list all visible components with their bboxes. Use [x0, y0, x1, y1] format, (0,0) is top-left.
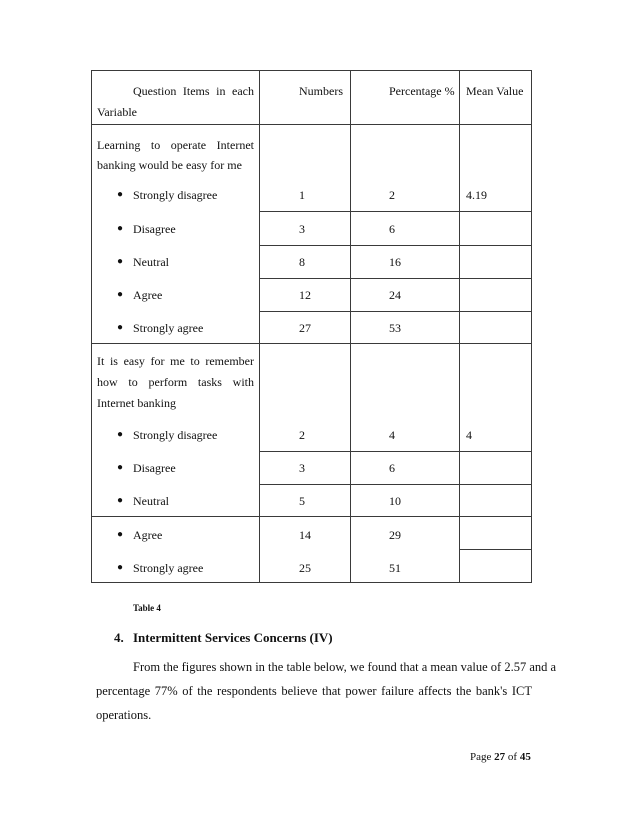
bullet-icon: ● [117, 223, 124, 234]
response-percentage: 53 [389, 321, 401, 335]
table-row-divider [91, 516, 532, 517]
response-number: 2 [299, 428, 305, 442]
question-text: It is easy for me to remember [97, 354, 254, 368]
bullet-icon: ● [117, 529, 124, 540]
bullet-icon: ● [117, 429, 124, 440]
page-total: 45 [519, 751, 531, 763]
response-percentage: 51 [389, 561, 401, 575]
response-percentage: 4 [389, 428, 395, 442]
response-label: Agree [133, 528, 163, 542]
bullet-icon: ● [117, 495, 124, 506]
response-label: Strongly disagree [133, 188, 218, 202]
section-heading: Intermittent Services Concerns (IV) [133, 630, 333, 645]
response-percentage: 16 [389, 255, 401, 269]
question-text: banking would be easy for me [97, 158, 242, 172]
question-text: Learning to operate Internet [97, 138, 254, 152]
response-number: 27 [299, 321, 311, 335]
header-question-items: Question Items in each [133, 84, 254, 98]
response-label: Strongly agree [133, 561, 204, 575]
page-number: 27 [494, 751, 506, 763]
table-border-right [531, 70, 532, 583]
response-number: 14 [299, 528, 311, 542]
table-row-divider [259, 451, 532, 452]
of-word: of [507, 751, 518, 763]
table-col-divider-3 [459, 70, 460, 583]
table-row-divider [259, 311, 532, 312]
bullet-icon: ● [117, 462, 124, 473]
bullet-icon: ● [117, 189, 124, 200]
response-percentage: 10 [389, 494, 401, 508]
mean-value: 4.19 [466, 188, 487, 202]
response-label: Strongly agree [133, 321, 204, 335]
table-row-divider [259, 211, 532, 212]
body-paragraph-line: percentage 77% of the respondents believe that power failure affects the bank's ICT [96, 684, 532, 698]
response-number: 8 [299, 255, 305, 269]
table-row-divider [259, 278, 532, 279]
response-number: 1 [299, 188, 305, 202]
header-mean-value: Mean Value [466, 84, 524, 98]
bullet-icon: ● [117, 256, 124, 267]
page-word: Page [470, 751, 492, 763]
table-border-left [91, 70, 92, 583]
response-percentage: 2 [389, 188, 395, 202]
table-row-divider [259, 484, 532, 485]
body-paragraph-line: From the figures shown in the table below, we found that a mean value of 2.57 and a [133, 660, 557, 674]
response-label: Disagree [133, 461, 176, 475]
table-row-divider [459, 549, 532, 550]
response-number: 5 [299, 494, 305, 508]
header-percentage: Percentage % [389, 84, 455, 98]
response-percentage: 6 [389, 222, 395, 236]
response-percentage: 24 [389, 288, 401, 302]
body-paragraph-line: operations. [96, 708, 152, 722]
header-question-items-cont: Variable [97, 105, 137, 119]
question-text: Internet banking [97, 396, 176, 410]
table-col-divider-2 [350, 70, 351, 583]
response-number: 3 [299, 461, 305, 475]
response-label: Disagree [133, 222, 176, 236]
mean-value: 4 [466, 428, 472, 442]
table-row-divider [259, 245, 532, 246]
table-col-divider-1 [259, 70, 260, 583]
table-border-top [91, 70, 532, 71]
table-header-bottom [91, 124, 532, 125]
table-group-divider [91, 343, 532, 344]
bullet-icon: ● [117, 562, 124, 573]
table-caption: Table 4 [133, 603, 161, 613]
response-label: Neutral [133, 494, 169, 508]
response-number: 3 [299, 222, 305, 236]
header-numbers: Numbers [299, 84, 343, 98]
response-percentage: 29 [389, 528, 401, 542]
section-number: 4. [114, 630, 124, 645]
response-number: 25 [299, 561, 311, 575]
table-border-bottom [91, 582, 532, 583]
response-label: Agree [133, 288, 163, 302]
response-label: Strongly disagree [133, 428, 218, 442]
response-label: Neutral [133, 255, 169, 269]
response-number: 12 [299, 288, 311, 302]
bullet-icon: ● [117, 322, 124, 333]
page-footer [470, 751, 531, 764]
question-text: how to perform tasks with [97, 375, 254, 389]
bullet-icon: ● [117, 289, 124, 300]
response-percentage: 6 [389, 461, 395, 475]
